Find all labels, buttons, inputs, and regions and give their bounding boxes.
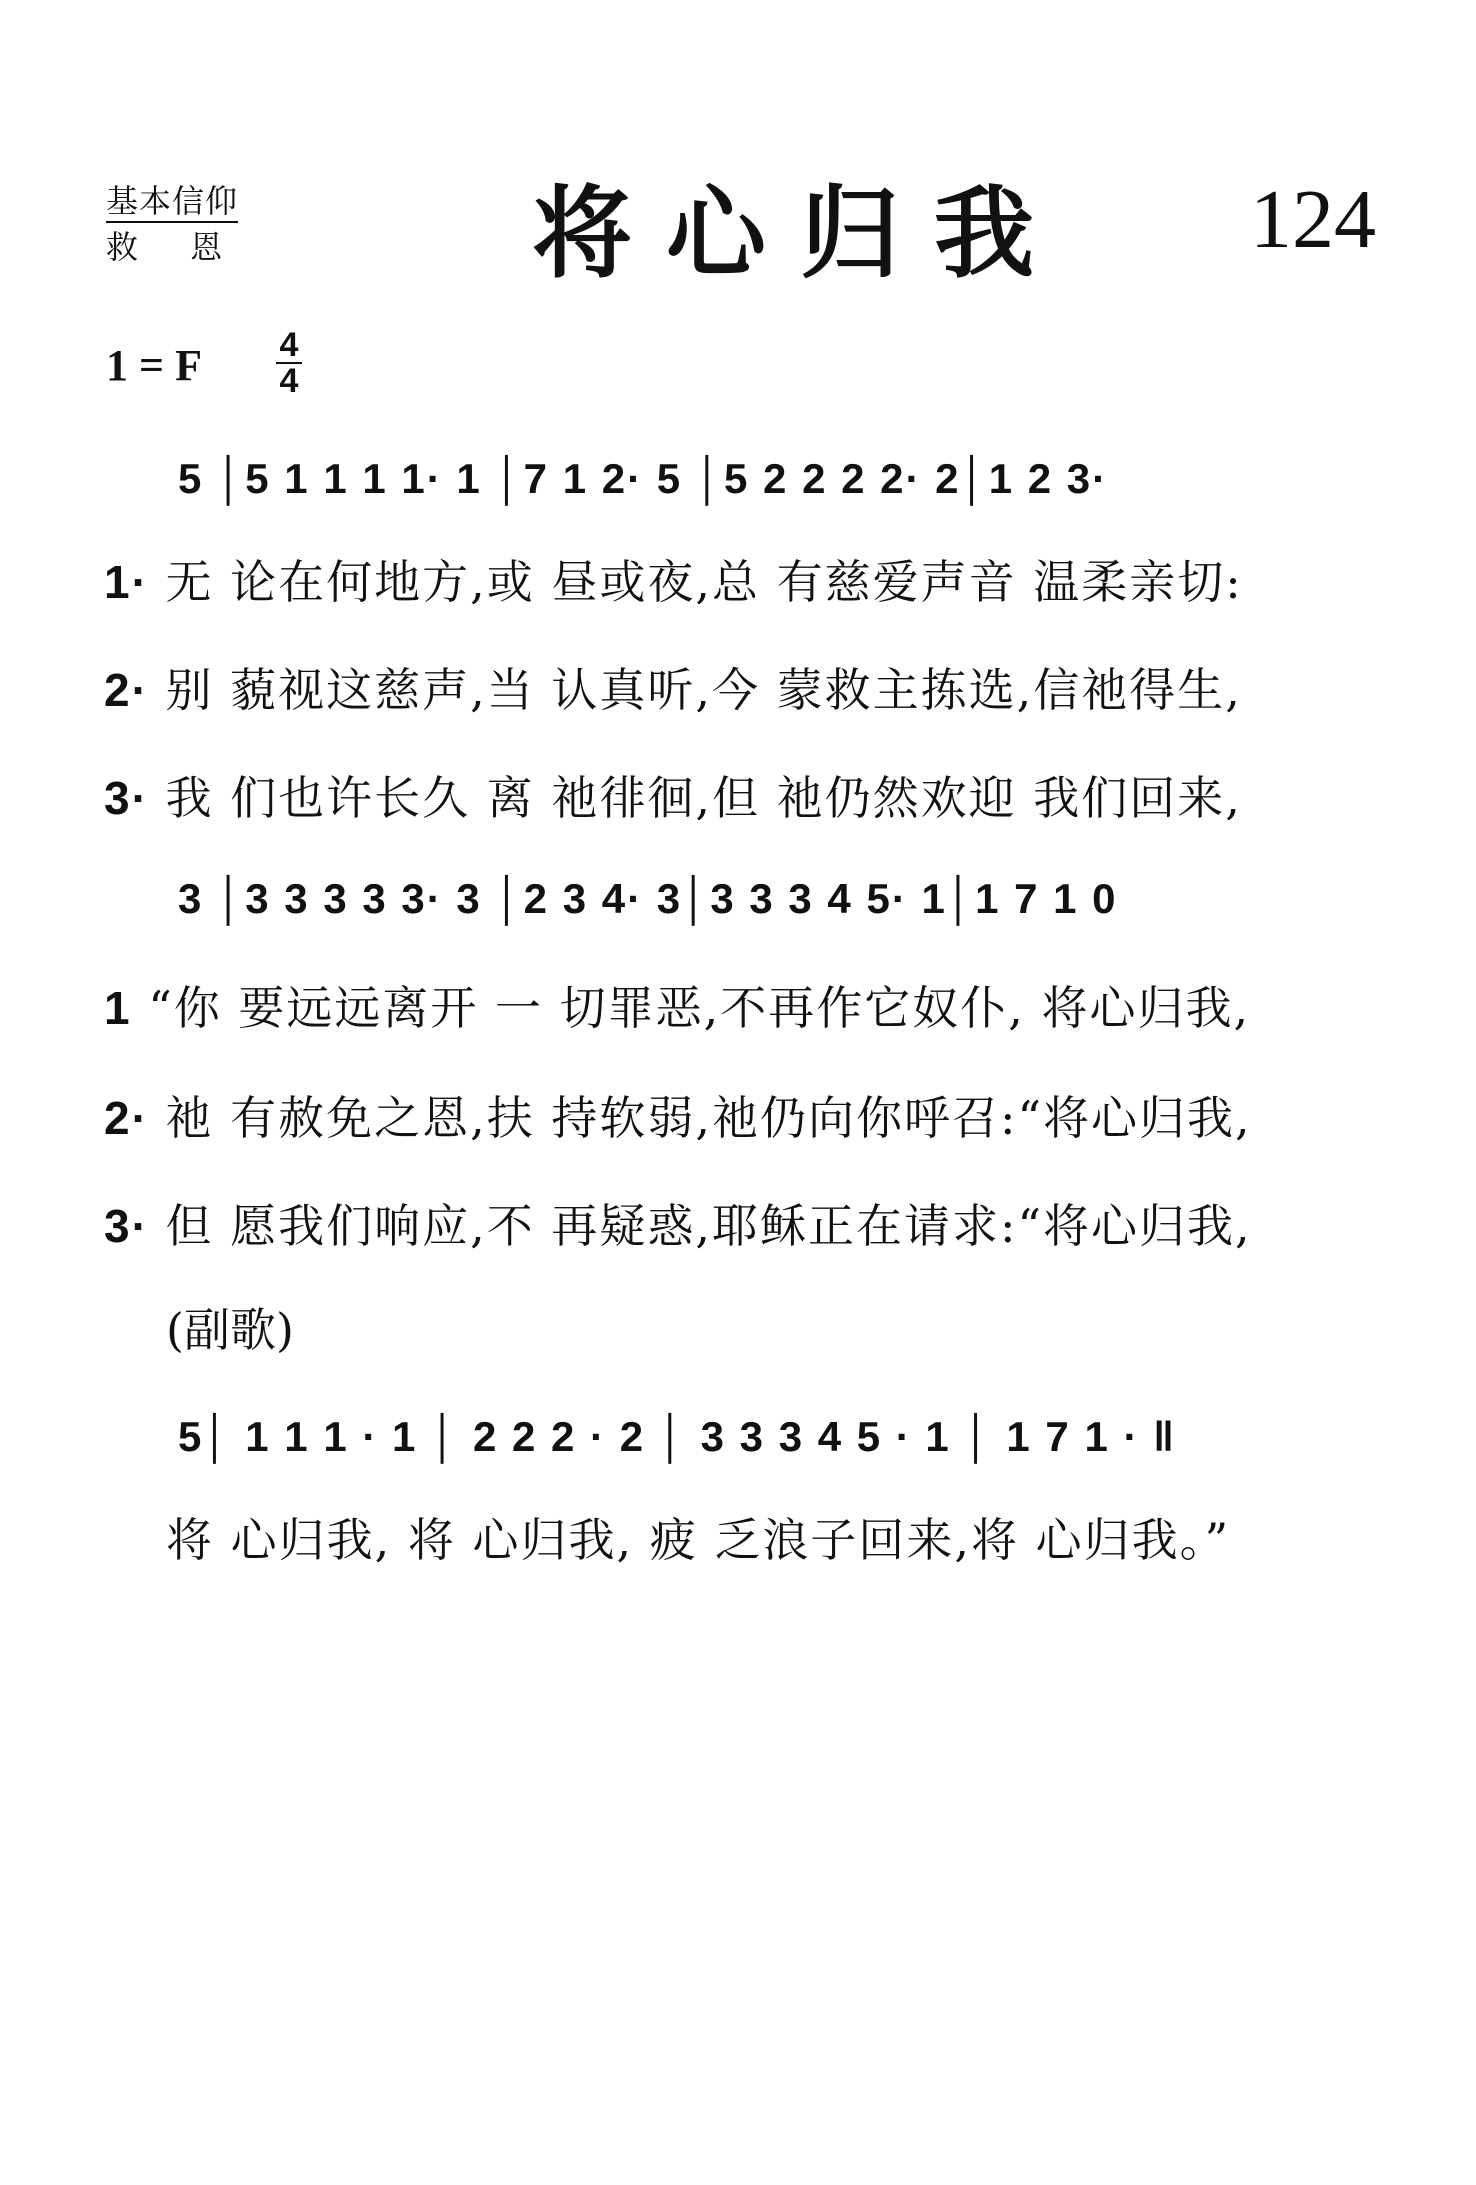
verse-number: 3·	[104, 1200, 149, 1252]
lyric-row-chorus: 将 心归我, 将 心归我, 疲 乏浪子回来,将 心归我。”	[166, 1513, 1231, 1567]
verse-number: 2·	[104, 664, 149, 716]
verse-number: 2·	[104, 1092, 149, 1144]
verse-number: 1·	[104, 556, 149, 608]
lyric-row-verse-2a	[104, 660, 1242, 720]
lyric-row-verse-2b	[104, 1088, 1252, 1148]
hymn-number: 124	[1250, 173, 1376, 266]
category-main: 基本信仰	[106, 182, 238, 223]
lyric-row-verse-1b	[104, 978, 1250, 1038]
notation-row-chorus: 5│ 1 1 1 · 1 │ 2 2 2 · 2 │ 3 3 3 4 5 · 1 │ 1 7 1 · ‖	[178, 1413, 1177, 1460]
time-signature-top: 4	[279, 326, 299, 364]
time-signature-bottom: 4	[276, 362, 302, 398]
lyric-text: 但 愿我们响应,不 再疑惑,耶稣正在请求:“将心归我,	[165, 1199, 1252, 1253]
lyric-text: 祂 有赦免之恩,扶 持软弱,祂仍向你呼召:“将心归我,	[165, 1091, 1252, 1145]
category-sub: 救 恩	[106, 228, 224, 266]
notation-row-2: 3 │3 3 3 3 3· 3 │2 3 4· 3│3 3 3 4 5· 1│1 7 1 0	[178, 875, 1118, 922]
lyric-row-verse-3b	[104, 1196, 1252, 1256]
lyric-text: 无 论在何地方,或 昼或夜,总 有慈爱声音 温柔亲切:	[165, 555, 1243, 609]
verse-number: 3·	[104, 772, 149, 824]
lyric-row-verse-1a	[104, 552, 1243, 612]
lyric-text: 我 们也许长久 离 祂徘徊,但 祂仍然欢迎 我们回来,	[165, 771, 1242, 825]
time-signature	[276, 328, 302, 398]
chorus-label: (副歌)	[166, 1303, 294, 1357]
notation-row-1: 5 │5 1 1 1 1· 1 │7 1 2· 5 │5 2 2 2 2· 2│1 2 3·	[178, 455, 1109, 502]
verse-number: 1	[104, 982, 132, 1034]
lyric-text: 别 藐视这慈声,当 认真听,今 蒙救主拣选,信祂得生,	[165, 663, 1242, 717]
key-signature: 1 = F	[106, 341, 202, 390]
lyric-row-verse-3a	[104, 768, 1242, 828]
lyric-text: “你 要远远离开 一 切罪恶,不再作它奴仆, 将心归我,	[148, 981, 1251, 1035]
hymn-title: 将心归我	[532, 174, 1068, 292]
